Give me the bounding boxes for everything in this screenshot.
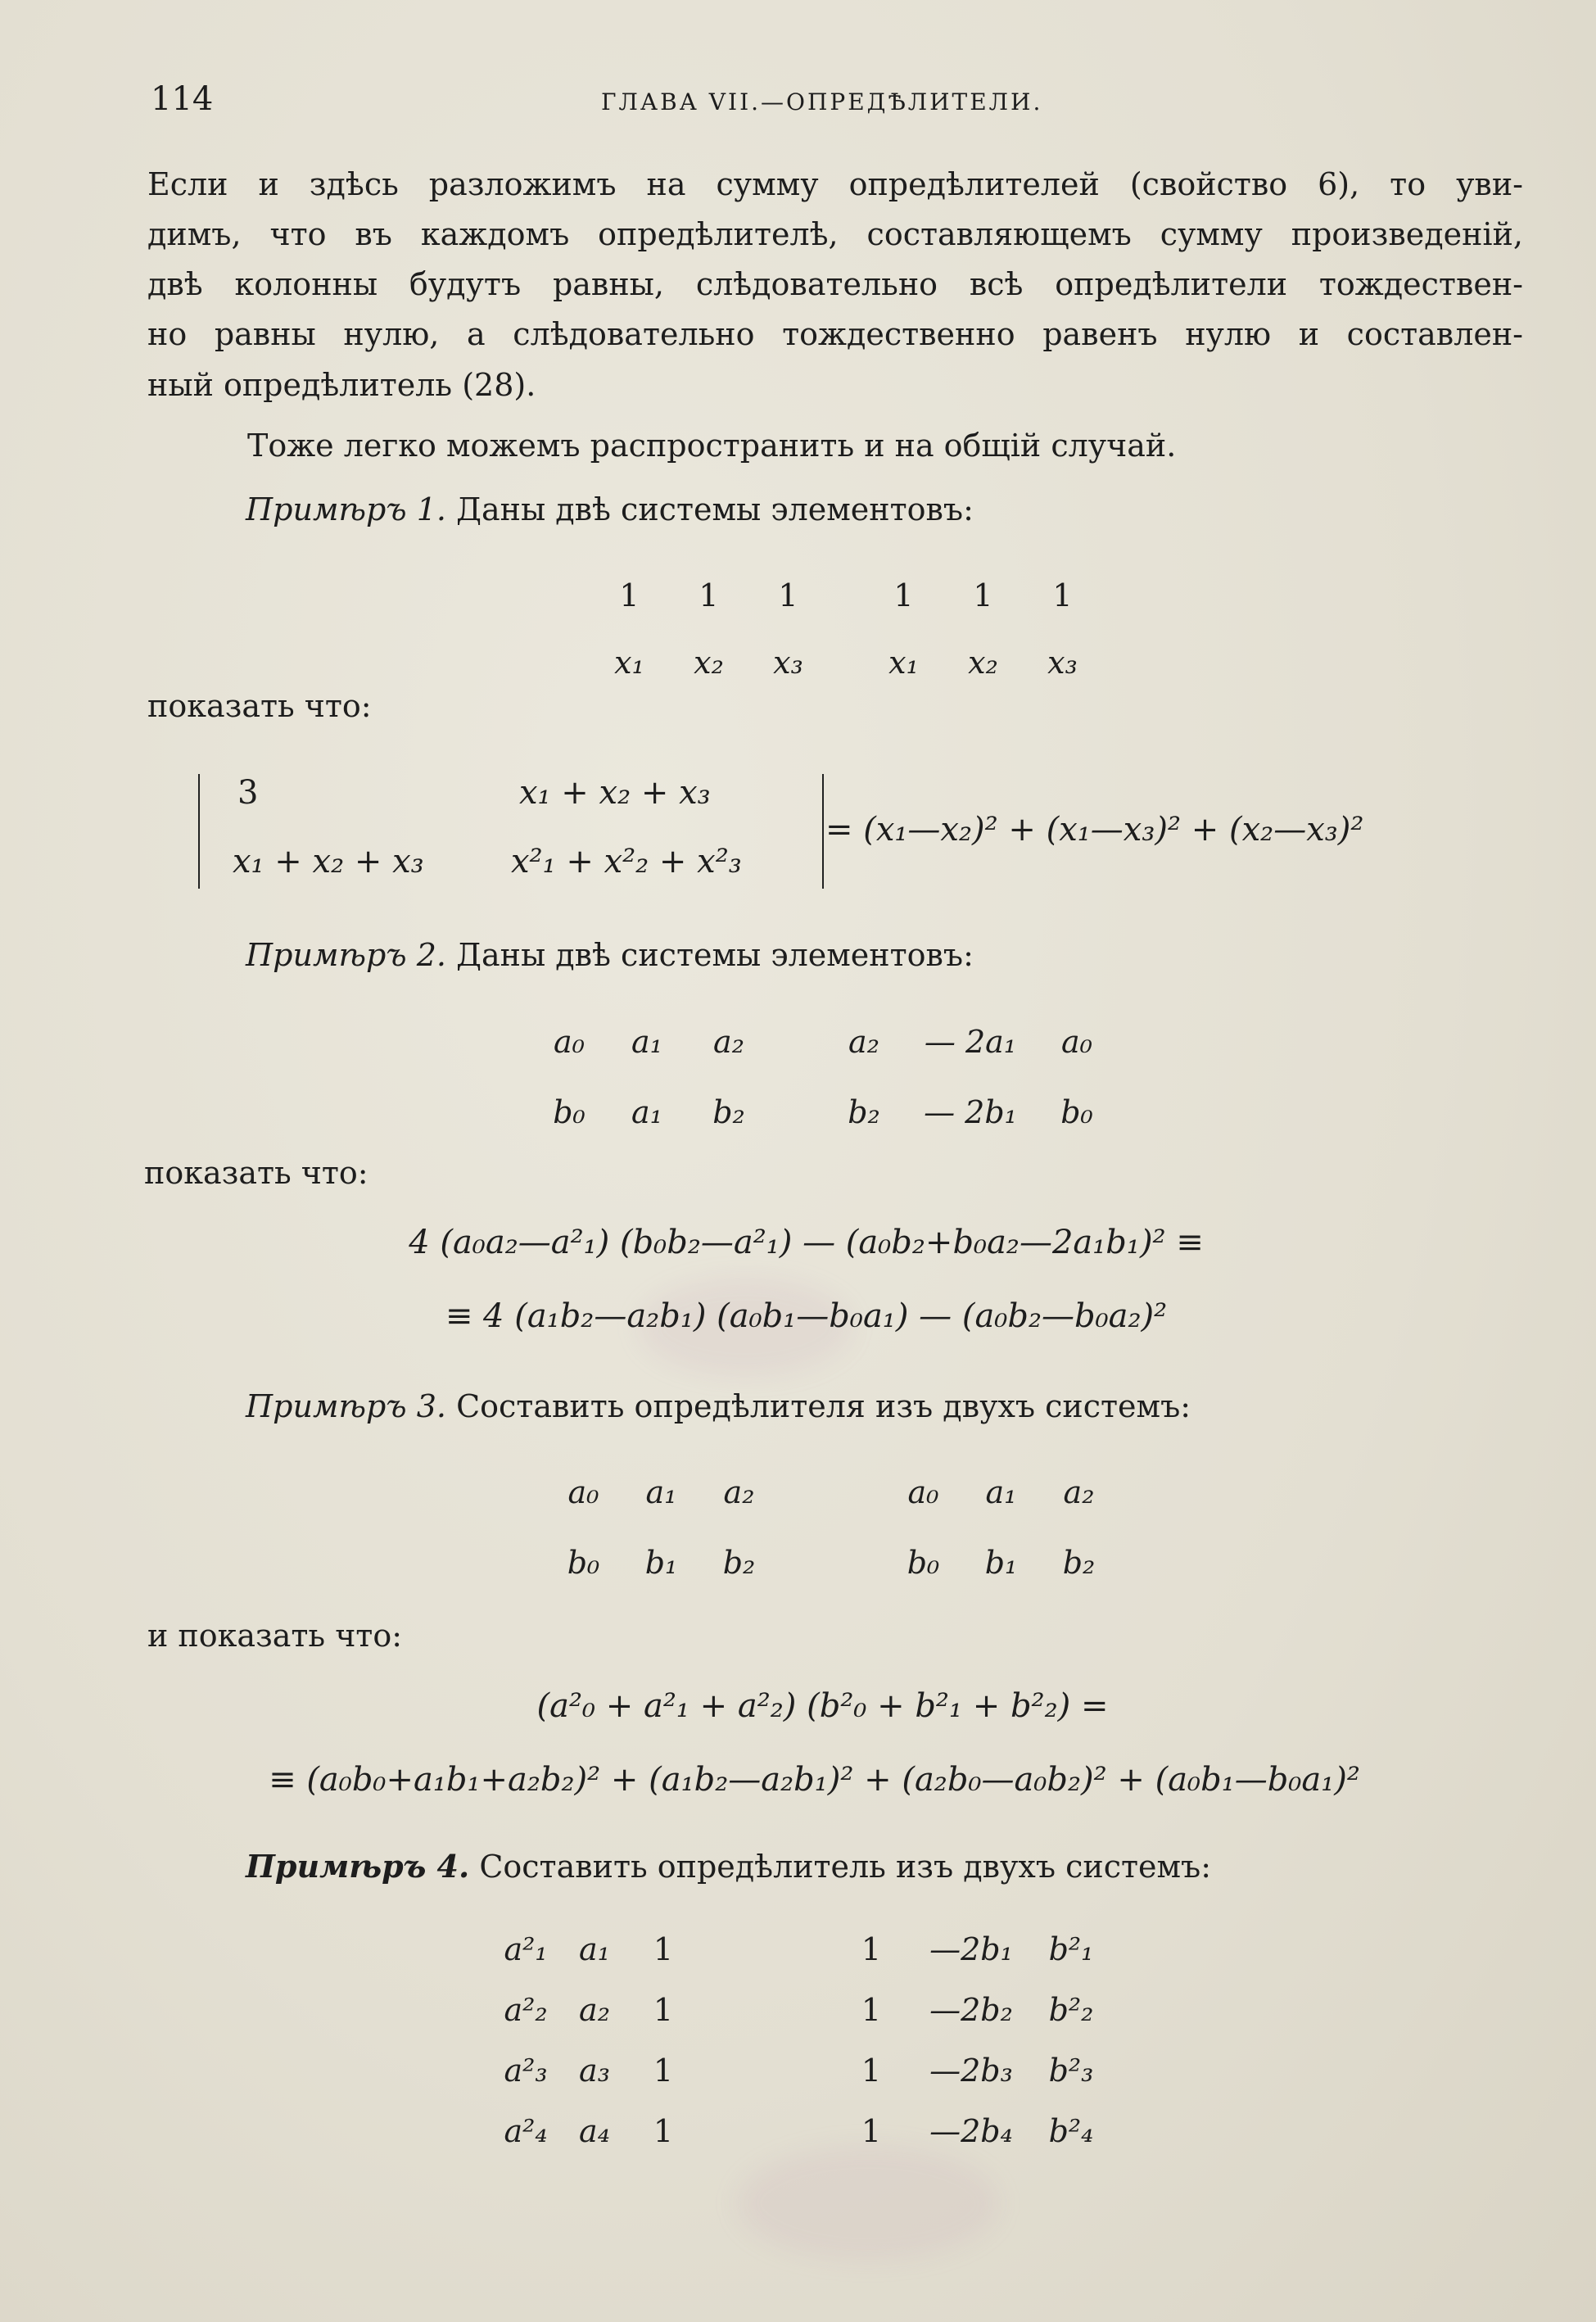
matrix-cell: b₀ (1060, 1094, 1093, 1130)
example-1-systems (590, 577, 1102, 681)
matrix-cell: a₁ (631, 1094, 662, 1130)
matrix-cell: x₁ (614, 645, 644, 681)
example-1-label: Примѣръ 1. (246, 491, 446, 527)
example-3-label: Примѣръ 3. (246, 1388, 446, 1424)
page-header (151, 80, 1526, 129)
matrix-cell: a₂ (723, 1474, 755, 1510)
matrix-cell: — 2b₁ (924, 1094, 1017, 1130)
det-cell: x²₁ + x²₂ + x²₃ (511, 843, 742, 880)
paragraph-line: димъ, что въ каждомъ опредѣлителѣ, составляющемъ сумму произведеній, (147, 216, 1523, 252)
matrix-cell: a²₄ (504, 2113, 548, 2149)
show-that-2: показать что: (144, 1155, 368, 1191)
matrix-cell: 1 (861, 1992, 882, 2028)
running-head: ГЛАВА VII.—ОПРЕДѢЛИТЕЛИ. (601, 88, 1043, 115)
paragraph-line: ный опредѣлитель (28). (147, 367, 536, 403)
matrix-cell: x₂ (694, 645, 724, 681)
matrix-cell: b₀ (567, 1545, 600, 1581)
example-2-label: Примѣръ 2. (246, 937, 446, 973)
matrix-cell: b₁ (644, 1545, 678, 1581)
matrix-cell: b²₂ (1048, 1992, 1094, 2028)
example-1-rhs: = (x₁—x₂)² + (x₁—x₃)² + (x₂—x₃)² (825, 811, 1364, 849)
matrix-cell: —2b₁ (929, 1931, 1013, 1967)
matrix-cell: x₂ (968, 645, 998, 681)
matrix-cell: 1 (861, 2053, 882, 2089)
matrix-cell: a₂ (1063, 1474, 1095, 1510)
matrix-cell: 1 (619, 577, 640, 613)
example-3-formula-line-2: ≡ (a₀b₀+a₁b₁+a₂b₂)² + (a₁b₂—a₂b₁)² + (a₂b₀—a₀b₂)² + (a₀b₁—b₀a₁)² (269, 1761, 1360, 1799)
matrix-cell: — 2a₁ (924, 1024, 1017, 1060)
matrix-cell: a₂ (579, 1992, 610, 2028)
matrix-cell: 1 (699, 577, 719, 613)
matrix-cell: b₂ (722, 1545, 756, 1581)
matrix-cell: 1 (861, 2113, 882, 2149)
matrix-cell: b₂ (848, 1094, 880, 1130)
matrix-cell: 1 (653, 1931, 674, 1967)
page-number: 114 (151, 80, 214, 118)
matrix-cell: a₀ (554, 1024, 585, 1060)
example-2-formula-line-2: ≡ 4 (a₁b₂—a₂b₁) (a₀b₁—b₀a₁) — (a₀b₂—b₀a₂)² (445, 1297, 1168, 1335)
matrix-cell: b₀ (553, 1094, 586, 1130)
matrix-cell: —2b₂ (929, 1992, 1013, 2028)
determinant-1 (198, 774, 824, 889)
matrix-cell: b²₁ (1048, 1931, 1094, 1967)
example-4-text: Составить опредѣлитель изъ двухъ системъ: (479, 1849, 1212, 1885)
matrix-cell: 1 (973, 577, 993, 613)
matrix-cell: a₄ (579, 2113, 610, 2149)
show-that-3: и показать что: (147, 1618, 403, 1654)
matrix-cell: b₂ (712, 1094, 745, 1130)
matrix-cell: a₁ (645, 1474, 677, 1510)
matrix-cell: a²₁ (504, 1931, 548, 1967)
example-4-systems (491, 1931, 1105, 2174)
det-cell: x₁ + x₂ + x₃ (233, 843, 424, 880)
example-3-heading (246, 1388, 1191, 1424)
matrix-cell: x₃ (773, 645, 803, 681)
matrix-cell: —2b₄ (929, 2113, 1013, 2149)
matrix-cell: b₁ (984, 1545, 1018, 1581)
paragraph-line: но равны нулю, а слѣдовательно тождественно равенъ нулю и составлен- (147, 316, 1523, 352)
example-2-formula-line-1: 4 (a₀a₂—a²₁) (b₀b₂—a²₁) — (a₀b₂+b₀a₂—2a₁b₁)² ≡ (409, 1224, 1204, 1261)
matrix-cell: a₂ (848, 1024, 879, 1060)
matrix-cell: x₃ (1047, 645, 1078, 681)
example-2-heading (246, 937, 974, 973)
example-3-systems (545, 1474, 1118, 1581)
example-4-heading (246, 1848, 1211, 1885)
matrix-cell: a₀ (1061, 1024, 1092, 1060)
matrix-cell: x₁ (888, 645, 919, 681)
matrix-cell: 1 (778, 577, 798, 613)
matrix-cell: a₂ (713, 1024, 744, 1060)
matrix-cell: a₀ (567, 1474, 599, 1510)
example-2-text: Даны двѣ системы элементовъ: (456, 937, 974, 973)
matrix-cell: a₁ (985, 1474, 1017, 1510)
det-cell: 3 (237, 774, 259, 812)
matrix-cell: b₀ (907, 1545, 940, 1581)
matrix-cell: 1 (653, 1992, 674, 2028)
paragraph-2: Тоже легко можемъ распространить и на общій случай. (247, 428, 1177, 464)
paragraph-line: Если и здѣсь разложимъ на сумму опредѣлителей (свойство 6), то уви- (147, 166, 1523, 202)
matrix-cell: 1 (653, 2053, 674, 2089)
matrix-cell: a₁ (631, 1024, 662, 1060)
example-4-label: Примѣръ 4. (246, 1848, 470, 1885)
det-cell: x₁ + x₂ + x₃ (519, 774, 711, 812)
matrix-cell: a²₃ (504, 2053, 548, 2089)
matrix-cell: a²₂ (504, 1992, 548, 2028)
example-3-formula-line-1: (a²₀ + a²₁ + a²₂) (b²₀ + b²₁ + b²₂) = (536, 1687, 1109, 1725)
matrix-cell: —2b₃ (929, 2053, 1013, 2089)
example-3-text: Составить опредѣлителя изъ двухъ системъ: (456, 1388, 1191, 1424)
matrix-cell: a₀ (907, 1474, 939, 1510)
example-1-text: Даны двѣ системы элементовъ: (456, 491, 974, 527)
matrix-cell: b₂ (1062, 1545, 1096, 1581)
matrix-cell: 1 (893, 577, 914, 613)
matrix-cell: 1 (861, 1931, 882, 1967)
matrix-cell: a₁ (579, 1931, 610, 1967)
matrix-cell: 1 (653, 2113, 674, 2149)
matrix-cell: b²₄ (1048, 2113, 1094, 2149)
example-1-heading (246, 491, 974, 527)
paragraph-line: двѣ колонны будутъ равны, слѣдовательно всѣ опредѣлители тождествен- (147, 266, 1523, 302)
example-2-systems (532, 1024, 1114, 1130)
show-that-1: показать что: (147, 688, 372, 724)
matrix-cell: b²₃ (1048, 2053, 1094, 2089)
matrix-cell: 1 (1052, 577, 1073, 613)
matrix-cell: a₃ (579, 2053, 610, 2089)
